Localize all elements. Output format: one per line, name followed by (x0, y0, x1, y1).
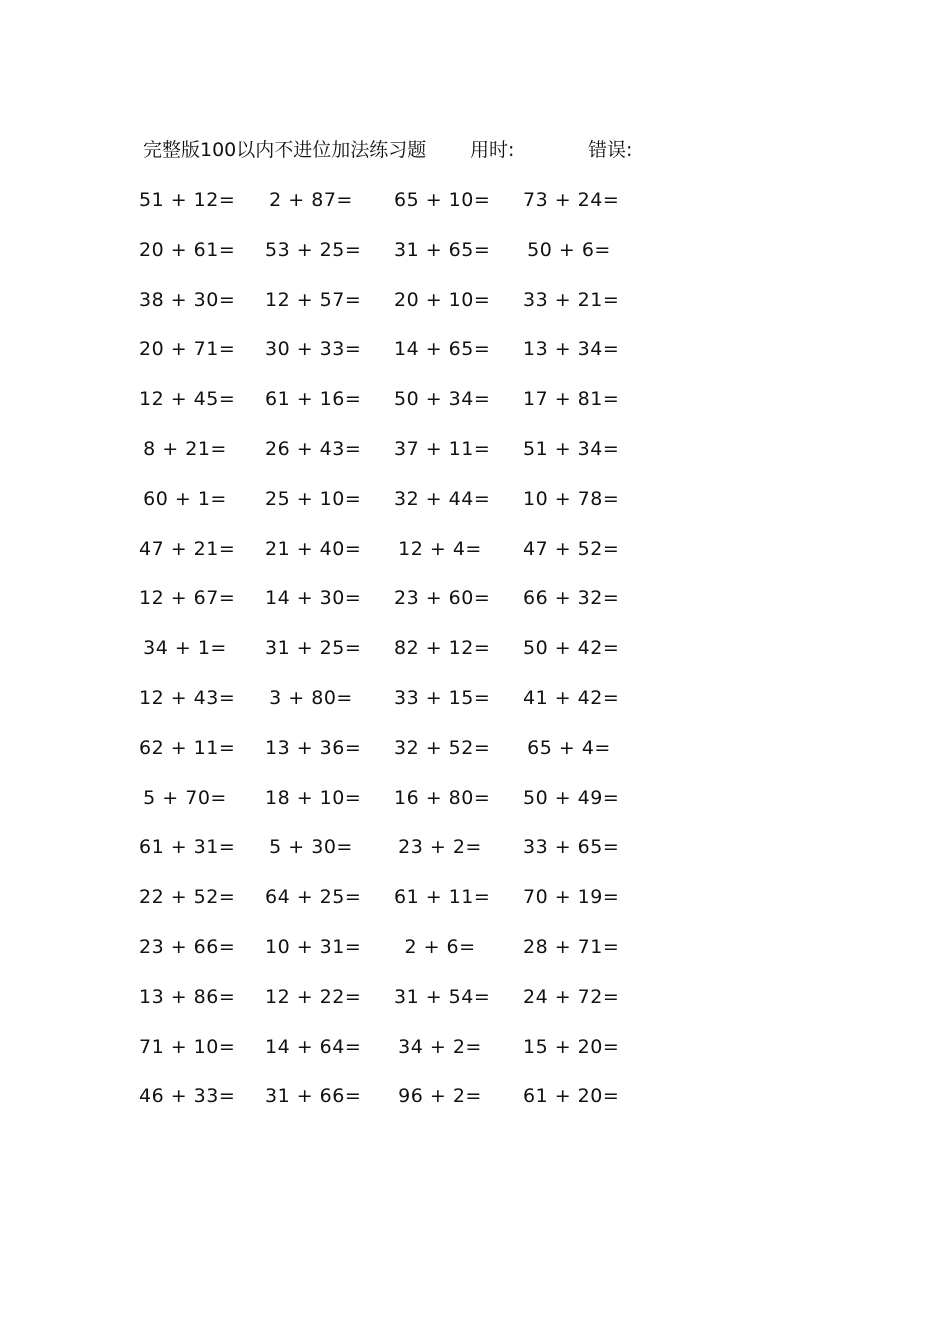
addition-problem: 31 + 65= (394, 238, 491, 261)
problem-row (143, 784, 623, 834)
addition-problem: 5 + 70= (143, 786, 227, 809)
addition-problem: 51 + 12= (139, 189, 236, 211)
addition-problem: 12 + 22= (265, 985, 362, 1008)
addition-problem: 13 + 34= (523, 338, 620, 361)
addition-problem: 51 + 34= (523, 437, 620, 460)
addition-problem: 96 + 2= (398, 1085, 482, 1108)
problem-row (139, 236, 623, 286)
addition-problem: 17 + 81= (523, 388, 620, 411)
addition-problem: 15 + 20= (523, 1035, 620, 1058)
addition-problem: 26 + 43= (265, 437, 362, 460)
addition-problem: 31 + 54= (394, 985, 491, 1008)
addition-problem: 71 + 10= (139, 1035, 236, 1058)
addition-problem: 20 + 71= (139, 338, 236, 361)
addition-problem: 61 + 11= (394, 886, 491, 909)
problem-row (143, 435, 623, 485)
addition-problem: 33 + 65= (523, 836, 620, 859)
addition-problem: 28 + 71= (523, 935, 620, 958)
addition-problem: 37 + 11= (394, 437, 491, 460)
addition-problem: 14 + 30= (265, 587, 362, 610)
addition-problem: 24 + 72= (523, 985, 620, 1008)
problem-row (139, 385, 623, 435)
problem-row (143, 485, 623, 535)
problem-row (139, 684, 623, 734)
error-label: 错误: (588, 139, 633, 161)
addition-problem: 20 + 61= (139, 238, 236, 261)
addition-problem: 31 + 25= (265, 637, 362, 660)
addition-problem: 10 + 31= (265, 935, 362, 958)
addition-problem: 50 + 34= (394, 388, 491, 411)
addition-problem: 61 + 31= (139, 836, 236, 859)
addition-problem: 33 + 21= (523, 288, 620, 311)
addition-problem: 50 + 42= (523, 637, 620, 660)
addition-problem: 12 + 45= (139, 388, 236, 411)
addition-problem: 3 + 80= (269, 686, 353, 709)
problem-row (139, 734, 623, 784)
addition-problem: 70 + 19= (523, 886, 620, 909)
addition-problem: 13 + 86= (139, 985, 236, 1008)
addition-problem: 34 + 2= (398, 1035, 482, 1058)
addition-problem: 46 + 33= (139, 1085, 236, 1108)
addition-problem: 62 + 11= (139, 736, 236, 759)
addition-problem: 5 + 30= (269, 836, 353, 859)
addition-problem: 47 + 21= (139, 537, 236, 560)
addition-problem: 30 + 33= (265, 338, 362, 361)
problem-grid (139, 186, 623, 1132)
addition-problem: 50 + 6= (527, 238, 611, 261)
addition-problem: 32 + 52= (394, 736, 491, 759)
addition-problem: 14 + 64= (265, 1035, 362, 1058)
problem-row (139, 1033, 623, 1083)
addition-problem: 41 + 42= (523, 686, 620, 709)
addition-problem: 61 + 16= (265, 388, 362, 411)
addition-problem: 12 + 67= (139, 587, 236, 610)
addition-problem: 34 + 1= (143, 637, 227, 660)
addition-problem: 23 + 60= (394, 587, 491, 610)
addition-problem: 50 + 49= (523, 786, 620, 809)
addition-problem: 8 + 21= (143, 437, 227, 460)
problem-row (139, 933, 623, 983)
time-label: 用时: (470, 139, 515, 161)
addition-problem: 12 + 57= (265, 288, 362, 311)
addition-problem: 10 + 78= (523, 487, 620, 510)
addition-problem: 53 + 25= (265, 238, 362, 261)
problem-row (143, 634, 623, 684)
addition-problem: 25 + 10= (265, 487, 362, 510)
addition-problem: 12 + 4= (398, 537, 482, 560)
addition-problem: 65 + 4= (527, 736, 611, 759)
addition-problem: 23 + 2= (398, 836, 482, 859)
addition-problem: 61 + 20= (523, 1085, 620, 1108)
problem-row (139, 286, 623, 336)
addition-problem: 65 + 10= (394, 189, 491, 211)
addition-problem: 73 + 24= (523, 189, 620, 211)
addition-problem: 66 + 32= (523, 587, 620, 610)
worksheet-title: 完整版100以内不进位加法练习题 (143, 139, 427, 161)
problem-row (139, 186, 623, 236)
addition-problem: 32 + 44= (394, 487, 491, 510)
addition-problem: 2 + 6= (404, 935, 476, 958)
addition-problem: 64 + 25= (265, 886, 362, 909)
problem-row (139, 883, 623, 933)
problem-row (139, 584, 623, 634)
addition-problem: 12 + 43= (139, 686, 236, 709)
problem-row (139, 335, 623, 385)
addition-problem: 2 + 87= (269, 189, 353, 211)
problem-row (139, 1082, 623, 1132)
addition-problem: 23 + 66= (139, 935, 236, 958)
addition-problem: 31 + 66= (265, 1085, 362, 1108)
problem-row (139, 833, 623, 883)
problem-row (139, 535, 623, 585)
addition-problem: 21 + 40= (265, 537, 362, 560)
addition-problem: 82 + 12= (394, 637, 491, 660)
addition-problem: 13 + 36= (265, 736, 362, 759)
addition-problem: 47 + 52= (523, 537, 620, 560)
addition-problem: 14 + 65= (394, 338, 491, 361)
addition-problem: 18 + 10= (265, 786, 362, 809)
addition-problem: 16 + 80= (394, 786, 491, 809)
addition-problem: 22 + 52= (139, 886, 236, 909)
addition-problem: 38 + 30= (139, 288, 236, 311)
addition-problem: 20 + 10= (394, 288, 491, 311)
addition-problem: 60 + 1= (143, 487, 227, 510)
addition-problem: 33 + 15= (394, 686, 491, 709)
problem-row (139, 983, 623, 1033)
